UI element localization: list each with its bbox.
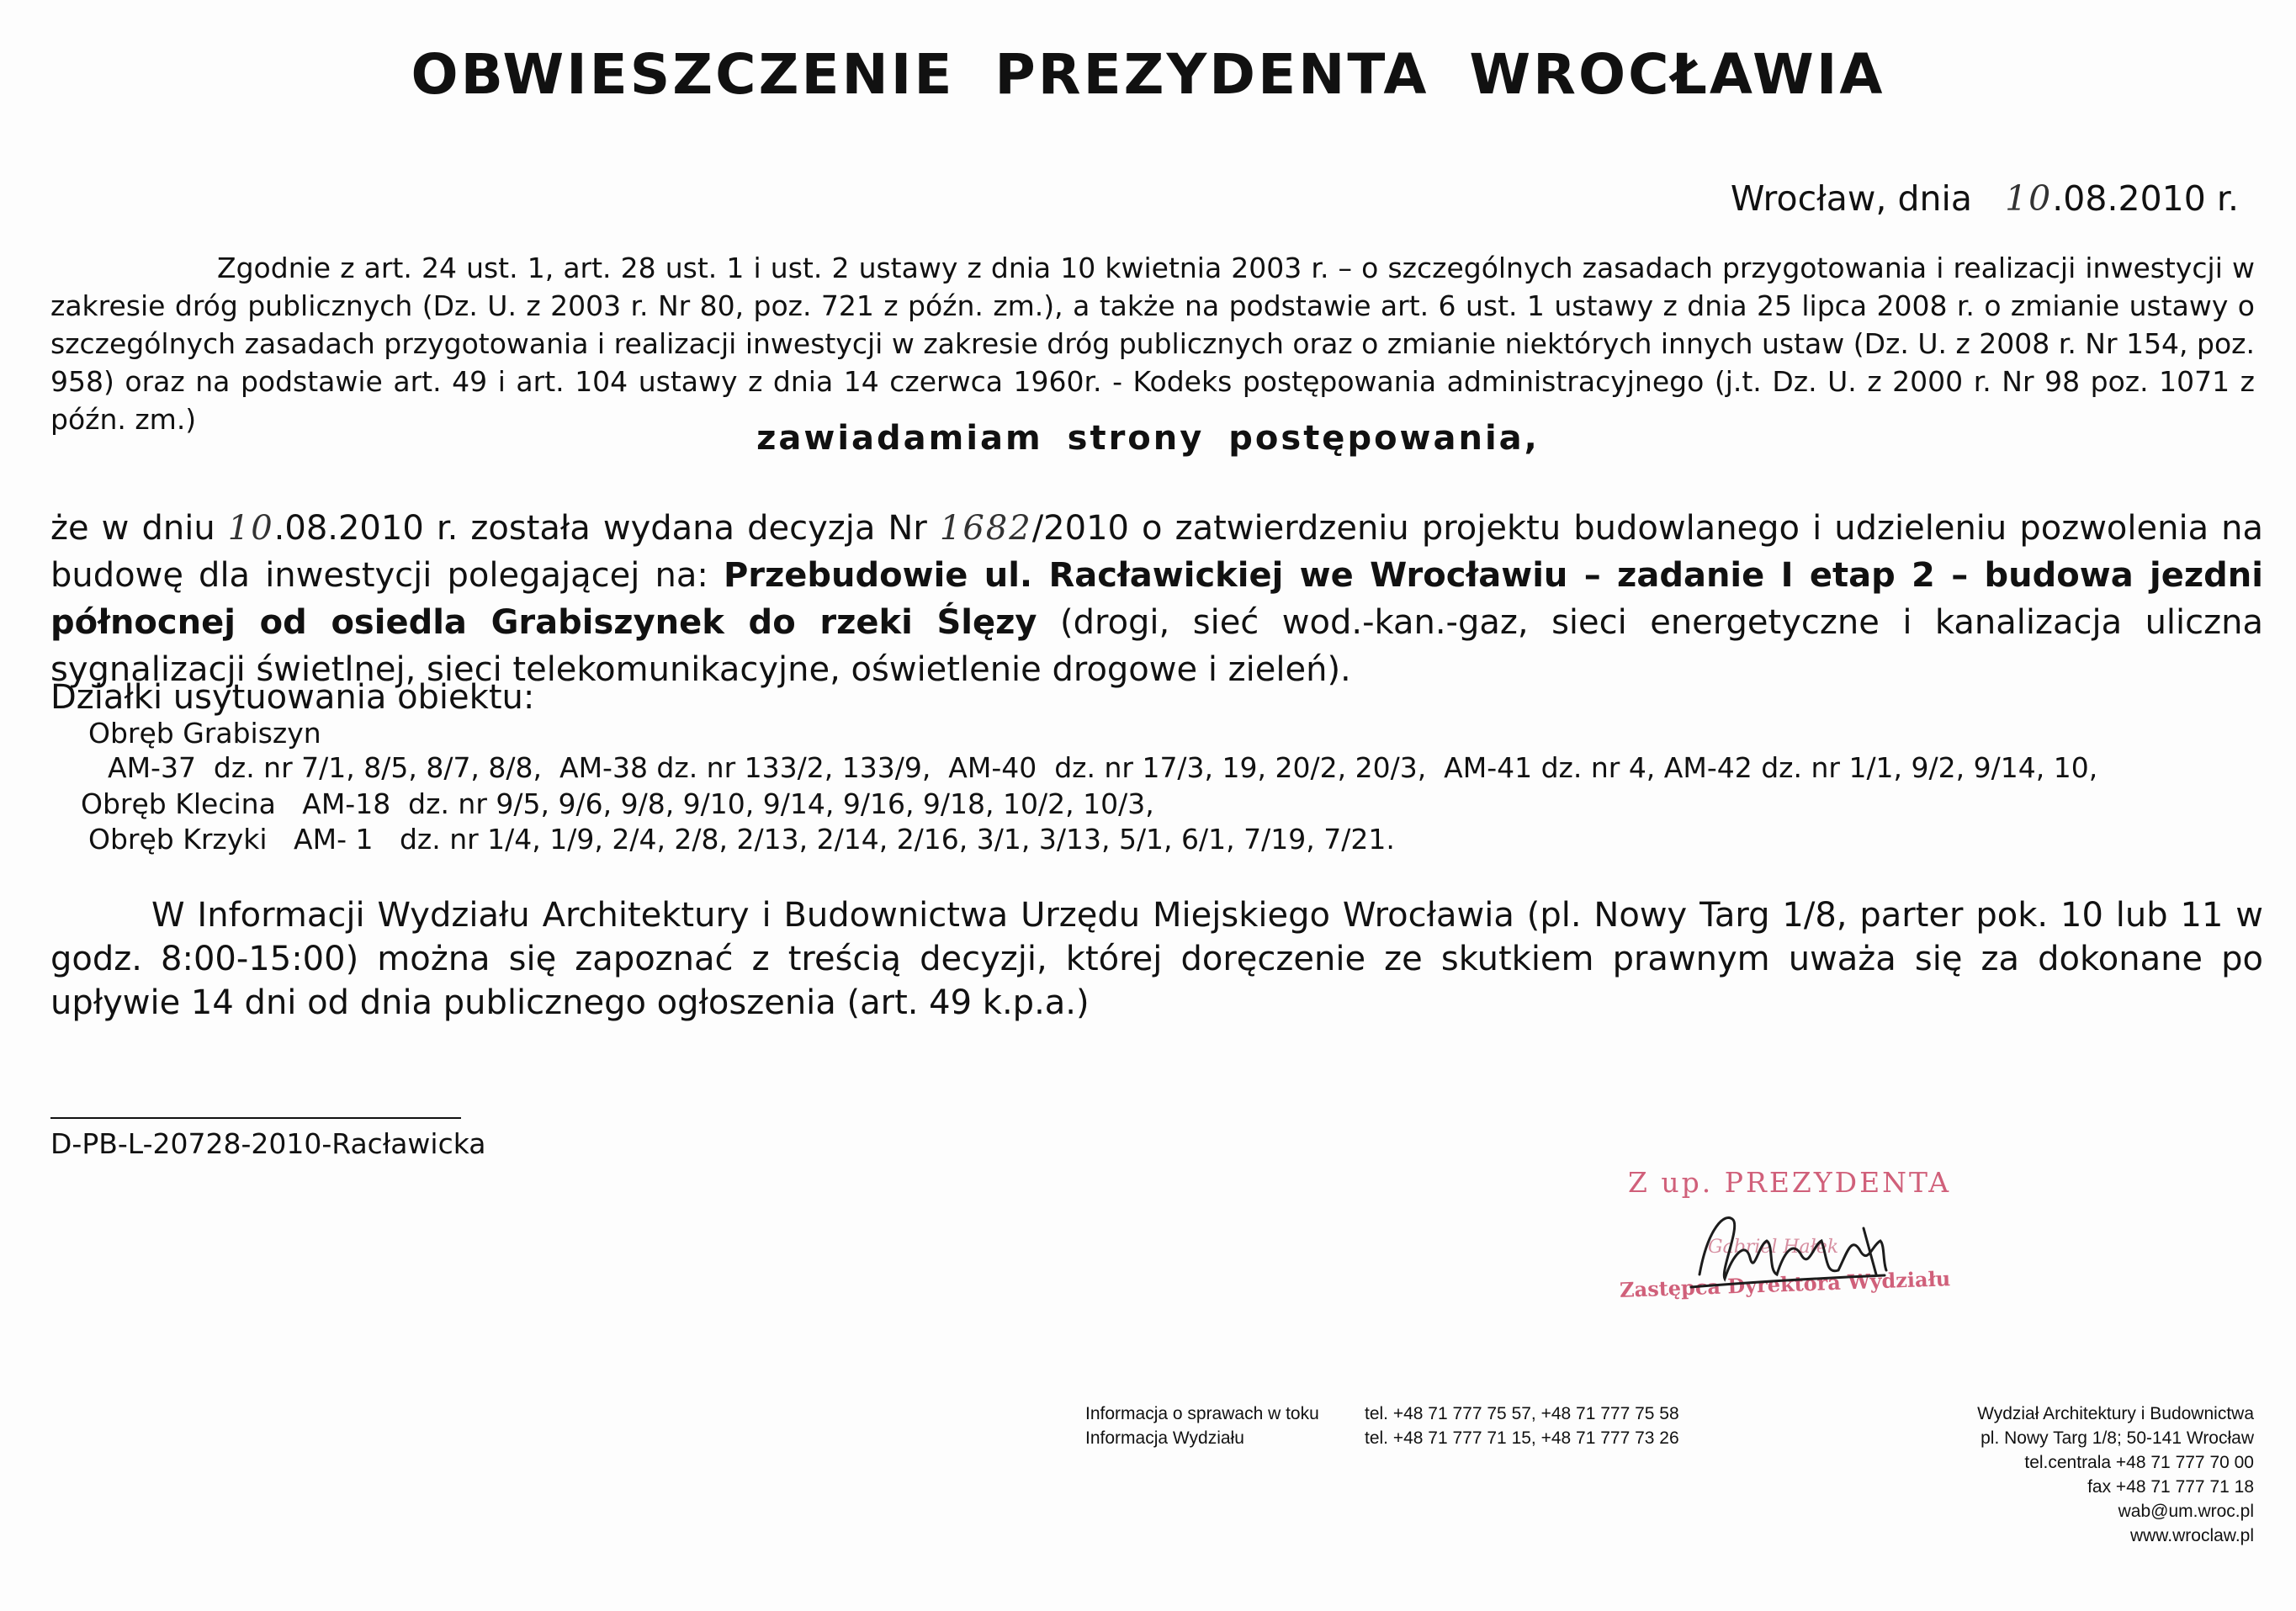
decision-number-handwritten: 1682 — [939, 509, 1032, 548]
stamp-name: Gabriel Hałek — [1708, 1237, 1839, 1258]
dateline-suffix: .08.2010 r. — [2052, 178, 2239, 219]
reference-divider — [50, 1117, 461, 1119]
footer-phone: tel. +48 71 777 75 57, +48 71 777 75 58 — [1365, 1404, 1679, 1423]
decision-text-1: że w dniu — [50, 509, 215, 548]
document-reference: D-PB-L-20728-2010-Racławicka — [50, 1127, 486, 1160]
footer-contact-labels — [1085, 1402, 1319, 1450]
footer-website: www.wroclaw.pl — [2129, 1526, 2254, 1545]
stamp-title: Z up. PREZYDENTA — [1628, 1166, 1952, 1199]
notification-heading: zawiadamiam strony postępowania, — [756, 419, 1540, 458]
footer-department-address — [1977, 1402, 2254, 1548]
footer-address: pl. Nowy Targ 1/8; 50-141 Wrocław — [1980, 1428, 2254, 1448]
footer-label: Informacja Wydziału — [1085, 1428, 1244, 1448]
plots-heading: Działki usytuowania obiektu: — [50, 678, 535, 717]
dateline-prefix: Wrocław, dnia — [1730, 178, 1973, 219]
plots-obreb-krzyki: Obręb Krzyki AM- 1 dz. nr 1/4, 1/9, 2/4, 2/8, 2/13, 2/14, 2/16, 3/1, 3/13, 5/1, 6/1, 7/19, 7/21. — [88, 823, 1395, 856]
dateline — [1731, 178, 2239, 219]
signature-icon — [1674, 1195, 1927, 1304]
decision-text-3: /2010 o zatwierdzeniu projektu budowlanego i udzieleniu pozwolenia na budowę dla inwestycji polegającej na: — [50, 509, 2264, 595]
stamp-role: Zastępca Dyrektora Wydziału — [1619, 1266, 1951, 1302]
legal-basis-paragraph: Zgodnie z art. 24 ust. 1, art. 28 ust. 1 i ust. 2 ustawy z dnia 10 kwietnia 2003 r. – o szczególnych zasadach przygotowania i realizacji inwestycji w zakresie dróg publicznych (Dz. U. z 2003 r. Nr 80, poz. 721 z późn. zm.), a także na podstawie art. 6 ust. 1 ustawy z dnia 25 lipca 2008 r. o zmianie ustawy o szczególnych zasadach przygotowania i realizacji inwestycji w zakresie dróg publicznych oraz o zmianie niektórych innych ustaw (Dz. U. z 2008 r. Nr 154, poz. 958) oraz na podstawie art. 49 i art. 104 ustawy z dnia 14 czerwca 1960r. - Kodeks postępowania administracyjnego (j.t. Dz. U. z 2000 r. Nr 98 poz. 1071 z późn. zm.) — [50, 252, 2255, 436]
plots-obreb-grabiszyn-list: AM-37 dz. nr 7/1, 8/5, 8/7, 8/8, AM-38 dz. nr 133/2, 133/9, AM-40 dz. nr 17/3, 19, 20/2, 20/3, AM-41 dz. nr 4, AM-42 dz. nr 1/1, 9/2, 9/14, 10, — [108, 751, 2098, 784]
footer-contact-phones — [1365, 1402, 1679, 1450]
footer-tel: tel.centrala +48 71 777 70 00 — [2024, 1453, 2254, 1472]
decision-text-2: .08.2010 r. została wydana decyzja Nr — [273, 509, 927, 548]
footer-fax: fax +48 71 777 71 18 — [2087, 1477, 2254, 1497]
footer-department: Wydział Architektury i Budownictwa — [1977, 1404, 2254, 1423]
investment-name: Przebudowie ul. Racławickiej we Wrocławiu – zadanie I etap 2 – budowa jezdni północnej od osiedla Grabiszynek do rzeki Ślęzy — [50, 556, 2263, 642]
decision-day-handwritten: 10 — [227, 509, 274, 548]
information-paragraph: W Informacji Wydziału Architektury i Budownictwa Urzędu Miejskiego Wrocławia (pl. Nowy Targ 1/8, parter pok. 10 lub 11 w godz. 8:00-15:00) można się zapoznać z treścią decyzji, której doręczenie ze skutkiem prawnym uważa się za dokonane po upływie 14 dni od dnia publicznego ogłoszenia (art. 49 k.p.a.) — [50, 896, 2263, 1022]
decision-paragraph — [50, 505, 2263, 693]
footer-label: Informacja o sprawach w toku — [1085, 1404, 1319, 1423]
footer-phone: tel. +48 71 777 71 15, +48 71 777 73 26 — [1365, 1428, 1679, 1448]
plots-obreb-klecina: Obręb Klecina AM-18 dz. nr 9/5, 9/6, 9/8, 9/10, 9/14, 9/16, 9/18, 10/2, 10/3, — [81, 787, 1154, 820]
plots-obreb-grabiszyn: Obręb Grabiszyn — [88, 717, 321, 750]
dateline-day-handwritten: 10 — [2005, 178, 2053, 219]
decision-text-4: (drogi, sieć wod.-kan.-gaz, sieci energetyczne i kanalizacja uliczna sygnalizacji świetlnej, sieci telekomunikacyjne, oświetlenie drogowe i zieleń). — [50, 603, 2264, 689]
page-title: OBWIESZCZENIE PREZYDENTA WROCŁAWIA — [411, 42, 1885, 107]
footer-email: wab@um.wroc.pl — [2118, 1502, 2254, 1521]
